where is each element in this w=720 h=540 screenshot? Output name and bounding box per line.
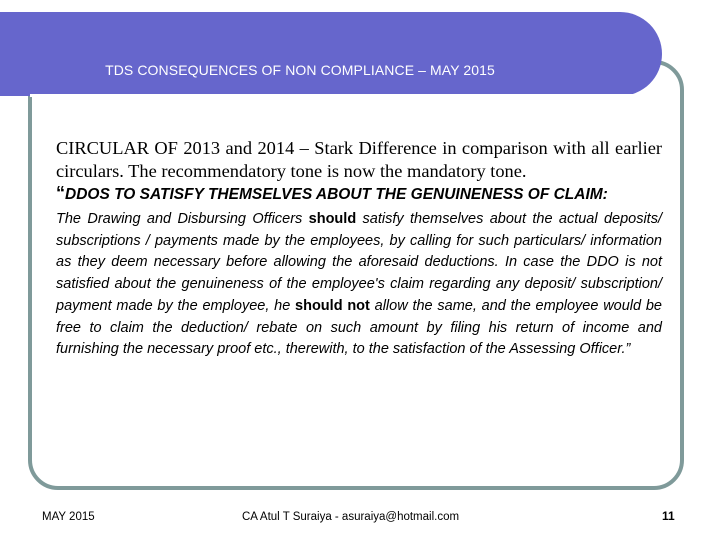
slide-title: TDS CONSEQUENCES OF NON COMPLIANCE – MAY 2015 [105,62,495,78]
slide-content [56,137,662,361]
body-text-part-2: satisfy themselves about the actual deposits/ subscriptions / payments made by the employees, by calling for such particulars/ information as they deem necessary before allowing the aforesaid deductions. In case the DDO is not satisfied about the genuineness of the employee's claim regarding any deposit/ subscription/ payment made by the employee, he [56,211,662,314]
body-text-part-3: allow the same, and the employee would be free to claim the deduction/ rebate on such amount by filing his return of income and furnishing the necessary proof etc., therewith, to the satisfaction of the Assessing Officer.” [56,297,662,358]
body-emphasis-should-not: should not [295,297,370,314]
page-number: 11 [662,509,675,523]
intro-paragraph: CIRCULAR OF 2013 and 2014 – Stark Difference in comparison with all earlier circulars. The recommendatory tone is now the mandatory tone. [56,138,662,181]
heading-text: DDOS TO SATISFY THEMSELVES ABOUT THE GENUINENESS OF CLAIM: [65,186,608,203]
body-emphasis-should: should [308,211,357,227]
header-divider [30,94,636,97]
section-heading [56,183,662,205]
footer-author: CA Atul T Suraiya - asuraiya@hotmail.com [242,511,460,523]
body-text-part-1: The Drawing and Disbursing Officers [56,211,309,227]
footer-date: MAY 2015 [42,511,95,523]
opening-quote: “ [56,183,65,203]
body-paragraph [56,209,662,361]
header-band [0,12,662,96]
